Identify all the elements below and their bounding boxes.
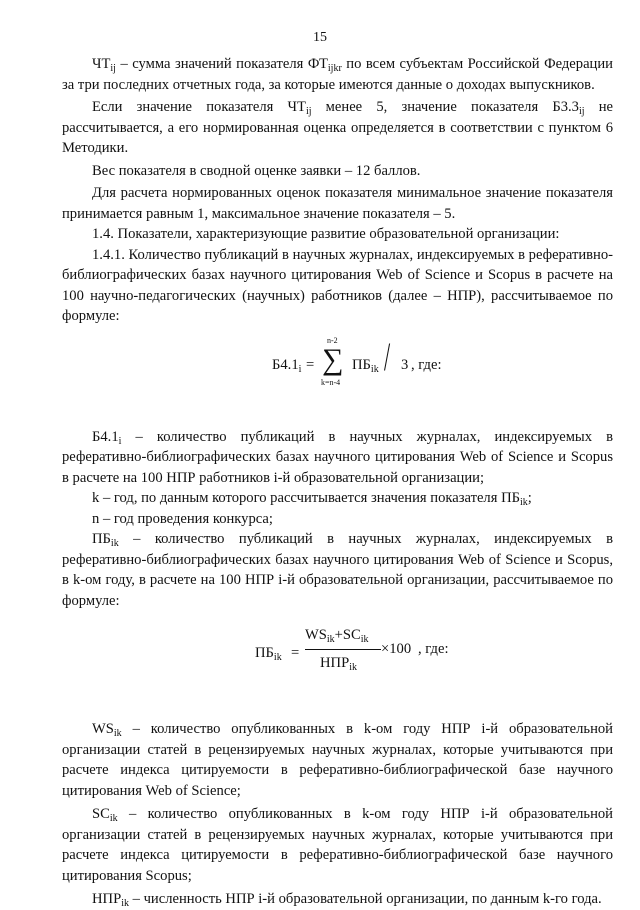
- formula-lhs: [272, 355, 301, 376]
- equals-sign: =: [291, 645, 300, 661]
- subscript: ik: [110, 538, 119, 549]
- subscript: ij: [305, 106, 312, 117]
- fraction-numerator: [305, 625, 369, 646]
- paragraph-b41-definition: [62, 427, 613, 489]
- formula-denominator: 3: [401, 356, 409, 373]
- text-run: НПР: [92, 891, 122, 907]
- text-run: не рассчитывается, а его нормированная оценка определяется в соответствии с пунктом 6 Методики.: [62, 99, 613, 156]
- subscript: ik: [326, 634, 335, 645]
- subscript: ik: [113, 728, 122, 739]
- paragraph-sc-definition: [62, 804, 613, 886]
- subscript: ij: [110, 63, 116, 74]
- page-number: 15: [313, 30, 327, 45]
- subscript: ik: [273, 652, 282, 663]
- paragraph-1-4-1: 1.4.1. Количество публикаций в научных журналах, индексируемых в реферативно-библиографических базах научного цитирования Web of Science и Scopus в расчете на 100 научно-педагогических (научных) работников (далее – НПР), рассчитываемое по формуле:: [62, 246, 613, 324]
- formula-term: [352, 355, 379, 376]
- formula-symbol: SC: [342, 627, 361, 643]
- text-run: Если значение показателя ЧТ: [92, 99, 306, 115]
- formula-symbol: ПБ: [352, 356, 371, 373]
- subscript: i: [118, 435, 122, 447]
- text-run: WS: [92, 721, 114, 737]
- subscript: i: [298, 363, 302, 375]
- plus-sign: +: [334, 627, 343, 643]
- paragraph-cht-definition: [62, 54, 613, 95]
- paragraph-weight: Вес показателя в сводной оценке заявки – 12 баллов.: [92, 162, 421, 179]
- text-run: – количество публикаций в научных журналах, индексируемых в реферативно-библиографических базах научного цитирования Web of Science и Scopus, в k-ом году, в расчете на 100 НПР i-й образовательной организации, рассчитываемое по формуле:: [62, 531, 613, 609]
- text-run: k – год, по данным которого рассчитывается значения показателя ПБ: [92, 490, 520, 506]
- formula-symbol: Б4.1: [272, 356, 299, 373]
- fraction-slash: /: [384, 333, 391, 379]
- subscript: ik: [349, 662, 357, 673]
- text-run: ;: [527, 490, 532, 506]
- text-run: менее 5, значение показателя Б3.3: [311, 99, 579, 115]
- paragraph-k-definition: [62, 488, 613, 509]
- formula-tail: , где:: [411, 356, 442, 373]
- text-run: – сумма значений показателя ФТ: [115, 56, 328, 72]
- formula-b41: [62, 335, 613, 401]
- equals-sign: =: [306, 356, 315, 373]
- text-run: Б4.1: [92, 428, 119, 445]
- text-run: SC: [92, 806, 110, 822]
- subscript: ik: [520, 497, 528, 508]
- sum-lower-limit: k=n-4: [321, 377, 341, 387]
- text-run: – количество опубликованных в k-ом году НПР i-й образовательной организации статей в рецензируемых научных журналах, которые учитываются при расчете индекса цитируемости в реферативно-библиографической базе научного цитирования Scopus;: [62, 806, 613, 884]
- fraction-bar: [305, 649, 381, 650]
- subscript: ik: [121, 898, 129, 909]
- paragraph-normalization: Для расчета нормированных оценок показателя минимальное значение показателя принимается равным 1, максимальное значение показателя – 5.: [62, 185, 613, 222]
- paragraph-ws-definition: [62, 719, 613, 801]
- formula-symbol: ПБ: [255, 645, 274, 661]
- subscript: ik: [370, 363, 379, 375]
- formula-symbol: WS: [305, 627, 327, 643]
- paragraph-pb-definition: [62, 529, 613, 611]
- formula-tail: , где:: [418, 641, 449, 657]
- text-run: ПБ: [92, 531, 111, 547]
- text-run: – количество опубликованных в k-ом году НПР i-й образовательной организации статей в рецензируемых научных журналах, которые учитываются при расчете индекса цитируемости в реферативно-библиографической базе научного цитирования Web of Science;: [62, 721, 613, 799]
- paragraph-n-definition: n – год проведения конкурса;: [92, 510, 273, 527]
- text-run: – численность НПР i-й образовательной организации, по данным k-го года.: [128, 891, 602, 907]
- text-run: по всем субъектам Российской Федерации за три последних отчетных года, за которые имеются данные о доходах выпускников.: [62, 56, 613, 93]
- text-run: ЧТ: [92, 56, 111, 72]
- formula-symbol: НПР: [320, 655, 350, 671]
- paragraph-cht-condition: [62, 97, 613, 159]
- text-run: – количество публикаций в научных журналах, индексируемых в реферативно-библиографических базах научного цитирования Web of Science и Scopus в расчете на 100 НПР работников i-й образовательной организации;: [62, 428, 613, 486]
- fraction-denominator: [320, 653, 357, 674]
- subscript: ij: [578, 106, 585, 117]
- formula-pb: [62, 623, 613, 683]
- subscript: ik: [360, 634, 369, 645]
- multiplier: ×100: [381, 641, 412, 657]
- subscript: ijkr: [327, 63, 342, 74]
- sigma-symbol: ∑: [322, 342, 344, 376]
- sum-upper-limit: n-2: [327, 335, 338, 345]
- document-body: [62, 54, 613, 910]
- section-heading-1-4: 1.4. Показатели, характеризующие развитие образовательной организации:: [92, 226, 560, 242]
- subscript: ik: [109, 813, 118, 824]
- paragraph-npr-definition: [62, 889, 613, 910]
- formula-lhs: [255, 643, 282, 664]
